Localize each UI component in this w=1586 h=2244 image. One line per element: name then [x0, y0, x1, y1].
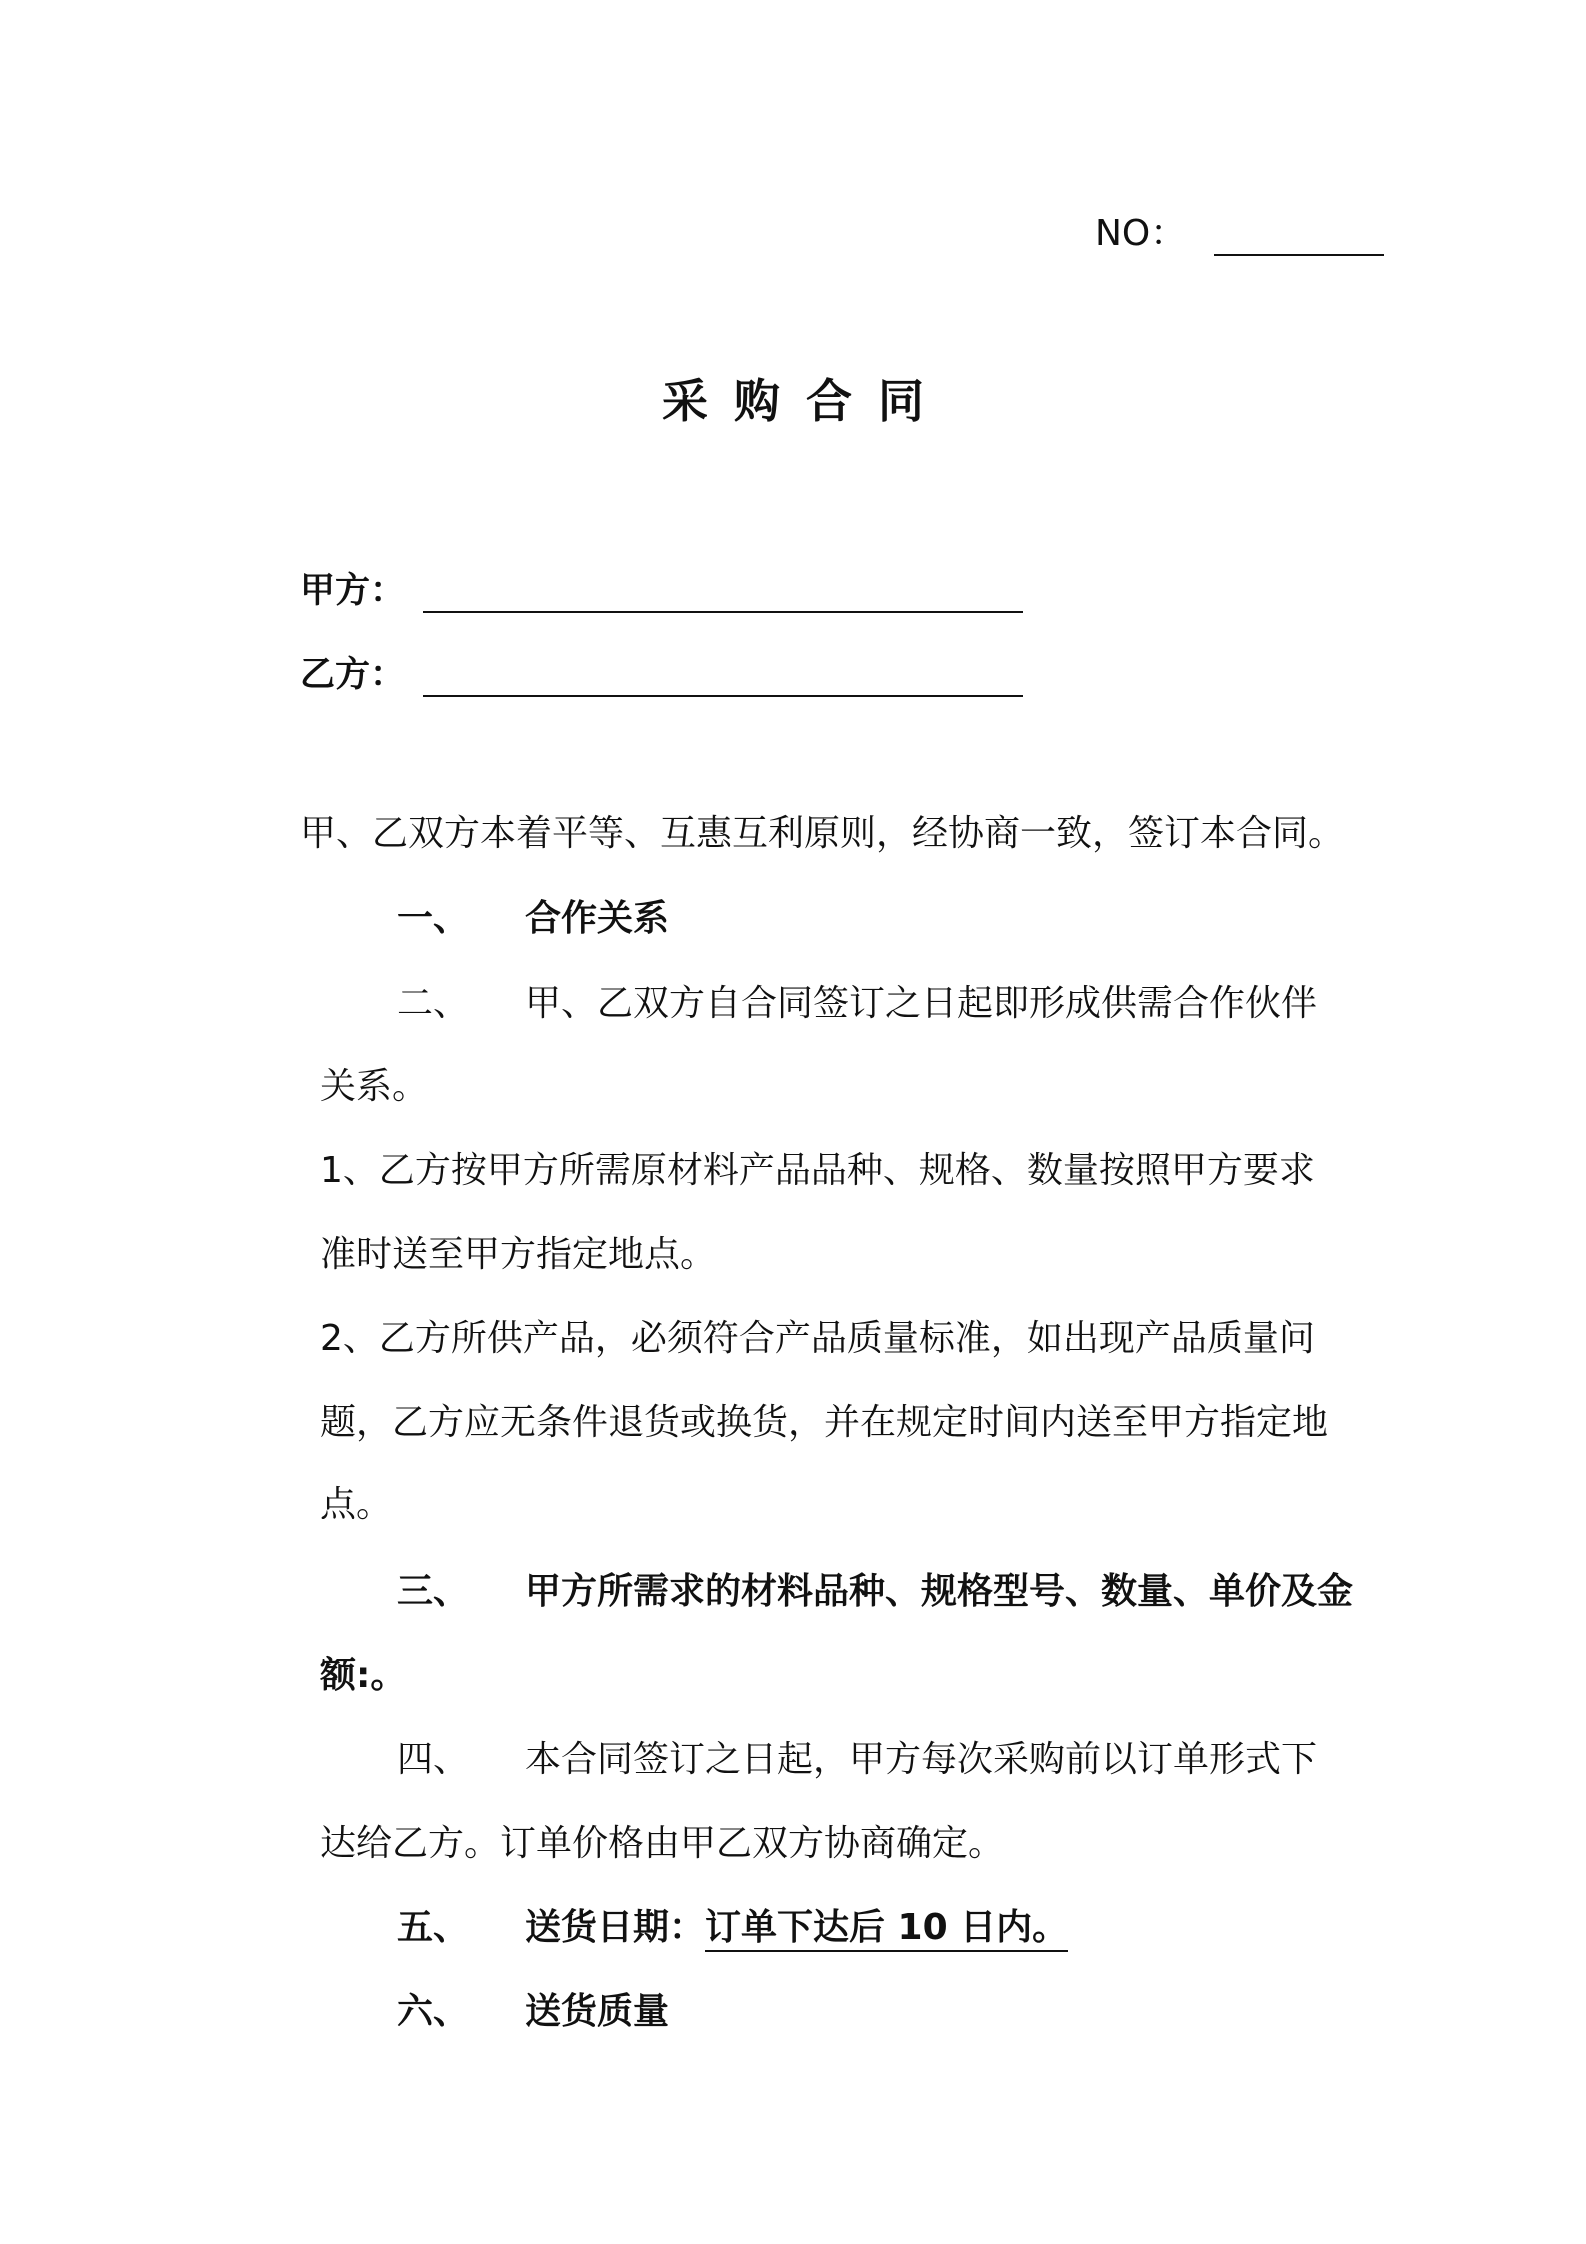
clause-1-line-2: 准时送至甲方指定地点。	[320, 1234, 717, 1275]
party-a-label: 甲方：	[300, 571, 406, 611]
section-2-number: 二、	[397, 983, 470, 1024]
section-2-text: 甲、乙双方自合同签订之日起即形成供需合作伙伴	[525, 983, 1318, 1024]
delivery-date-value: 订单下达后 10 日内。	[705, 1907, 1068, 1952]
section-4-continuation: 达给乙方。订单价格由甲乙双方协商确定。	[320, 1823, 1005, 1864]
party-b-blank	[423, 655, 1023, 697]
document-title: 采购合同	[662, 374, 950, 428]
section-3-heading: 甲方所需求的材料品种、规格型号、数量、单价及金	[525, 1571, 1354, 1612]
section-1-heading: 合作关系	[525, 898, 670, 939]
section-3-number: 三、	[397, 1571, 470, 1612]
section-3-continuation: 额:。	[320, 1655, 407, 1696]
clause-2-line-3: 点。	[320, 1484, 393, 1525]
section-2-continuation: 关系。	[320, 1066, 429, 1107]
party-b-field	[300, 647, 1023, 697]
section-6-number: 六、	[397, 1991, 470, 2032]
section-1-number: 一、	[397, 898, 470, 939]
section-4-text: 本合同签订之日起，甲方每次采购前以订单形式下	[525, 1739, 1318, 1780]
contract-number-blank	[1214, 210, 1384, 256]
intro-paragraph: 甲、乙双方本着平等、互惠互利原则，经协商一致，签订本合同。	[300, 813, 1345, 854]
section-5-line	[525, 1904, 1068, 1952]
clause-2-line-1: 2、乙方所供产品，必须符合产品质量标准，如出现产品质量问	[320, 1318, 1315, 1359]
party-a-field	[300, 563, 1023, 613]
contract-number-field	[1095, 205, 1384, 256]
section-5-number: 五、	[397, 1907, 470, 1948]
clause-2-line-2: 题，乙方应无条件退货或换货，并在规定时间内送至甲方指定地	[320, 1402, 1329, 1443]
party-a-blank	[423, 571, 1023, 613]
delivery-date-label: 送货日期：	[525, 1907, 706, 1948]
section-6-heading: 送货质量	[525, 1991, 670, 2032]
party-b-label: 乙方：	[300, 655, 406, 695]
contract-number-label: NO：	[1095, 213, 1187, 254]
clause-1-line-1: 1、乙方按甲方所需原材料产品品种、规格、数量按照甲方要求	[320, 1150, 1315, 1191]
section-4-number: 四、	[397, 1739, 470, 1780]
